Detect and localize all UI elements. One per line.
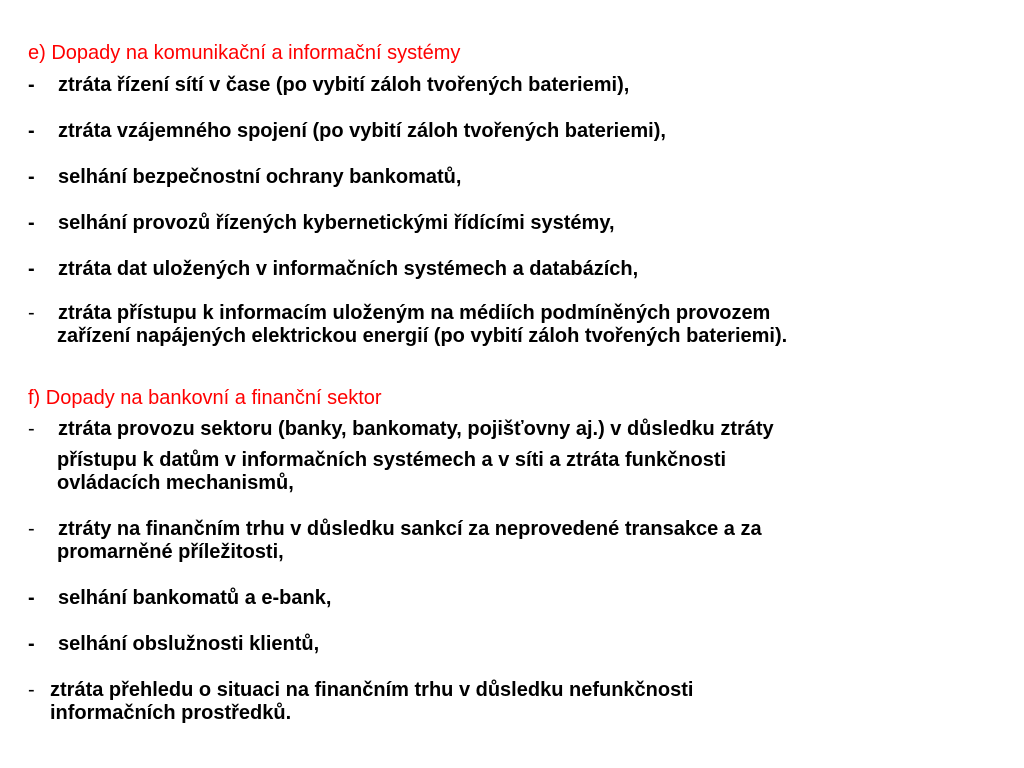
section-e-item-3-text: selhání bezpečnostní ochrany bankomatů, (58, 166, 462, 188)
section-f-item-2-continuation: promarněné příležitosti, (57, 541, 284, 563)
section-e-item-4-text: selhání provozů řízených kybernetickými řídícími systémy, (58, 212, 615, 234)
section-f-item-1-text: ztráta provozu sektoru (banky, bankomaty, pojišťovny aj.) v důsledku ztráty (58, 418, 774, 440)
section-e-item-6-continuation: zařízení napájených elektrickou energií (po vybití záloh tvořených bateriemi). (57, 325, 788, 347)
bullet-dash: - (28, 587, 35, 609)
bullet-dash: - (28, 679, 35, 701)
section-f-item-4-text: selhání obslužnosti klientů, (58, 633, 320, 655)
section-f-item-2-text: ztráty na finančním trhu v důsledku sankcí za neprovedené transakce a za (58, 518, 762, 540)
section-f-item-2 (28, 518, 762, 540)
section-e-item-2 (28, 120, 666, 142)
section-e-title: e) Dopady na komunikační a informační systémy (28, 42, 461, 64)
section-e-item-4 (28, 212, 615, 234)
section-f-item-4 (28, 633, 319, 655)
section-f-item-1-continuation-1: přístupu k datům v informačních systémech a v síti a ztráta funkčnosti (57, 449, 727, 471)
section-f-title: f) Dopady na bankovní a finanční sektor (28, 387, 382, 409)
section-f-item-5-continuation: informačních prostředků. (50, 702, 292, 724)
bullet-dash: - (28, 212, 35, 234)
section-f-item-3-text: selhání bankomatů a e-bank, (58, 587, 332, 609)
bullet-dash: - (28, 74, 35, 96)
bullet-dash: - (28, 120, 35, 142)
bullet-dash: - (28, 418, 35, 440)
section-e-item-2-text: ztráta vzájemného spojení (po vybití záloh tvořených bateriemi), (58, 120, 666, 142)
section-e-item-6-text: ztráta přístupu k informacím uloženým na médiích podmíněných provozem (58, 302, 771, 324)
section-e-item-6 (28, 302, 770, 324)
section-e-item-3 (28, 166, 461, 188)
bullet-dash: - (28, 633, 35, 655)
bullet-dash: - (28, 166, 35, 188)
bullet-dash: - (28, 258, 35, 280)
section-e-item-5-text: ztráta dat uložených v informačních systémech a databázích, (58, 258, 639, 280)
section-f-item-1 (28, 418, 774, 440)
section-e-item-5 (28, 258, 638, 280)
section-f-item-5 (28, 679, 693, 701)
bullet-dash: - (28, 302, 35, 324)
section-f-item-1-continuation-2: ovládacích mechanismů, (57, 472, 294, 494)
section-f-item-3 (28, 587, 331, 609)
bullet-dash: - (28, 518, 35, 540)
section-e-item-1-text: ztráta řízení sítí v čase (po vybití záloh tvořených bateriemi), (58, 74, 630, 96)
section-f-item-5-text: ztráta přehledu o situaci na finančním trhu v důsledku nefunkčnosti (50, 679, 694, 701)
section-e-item-1 (28, 74, 629, 96)
